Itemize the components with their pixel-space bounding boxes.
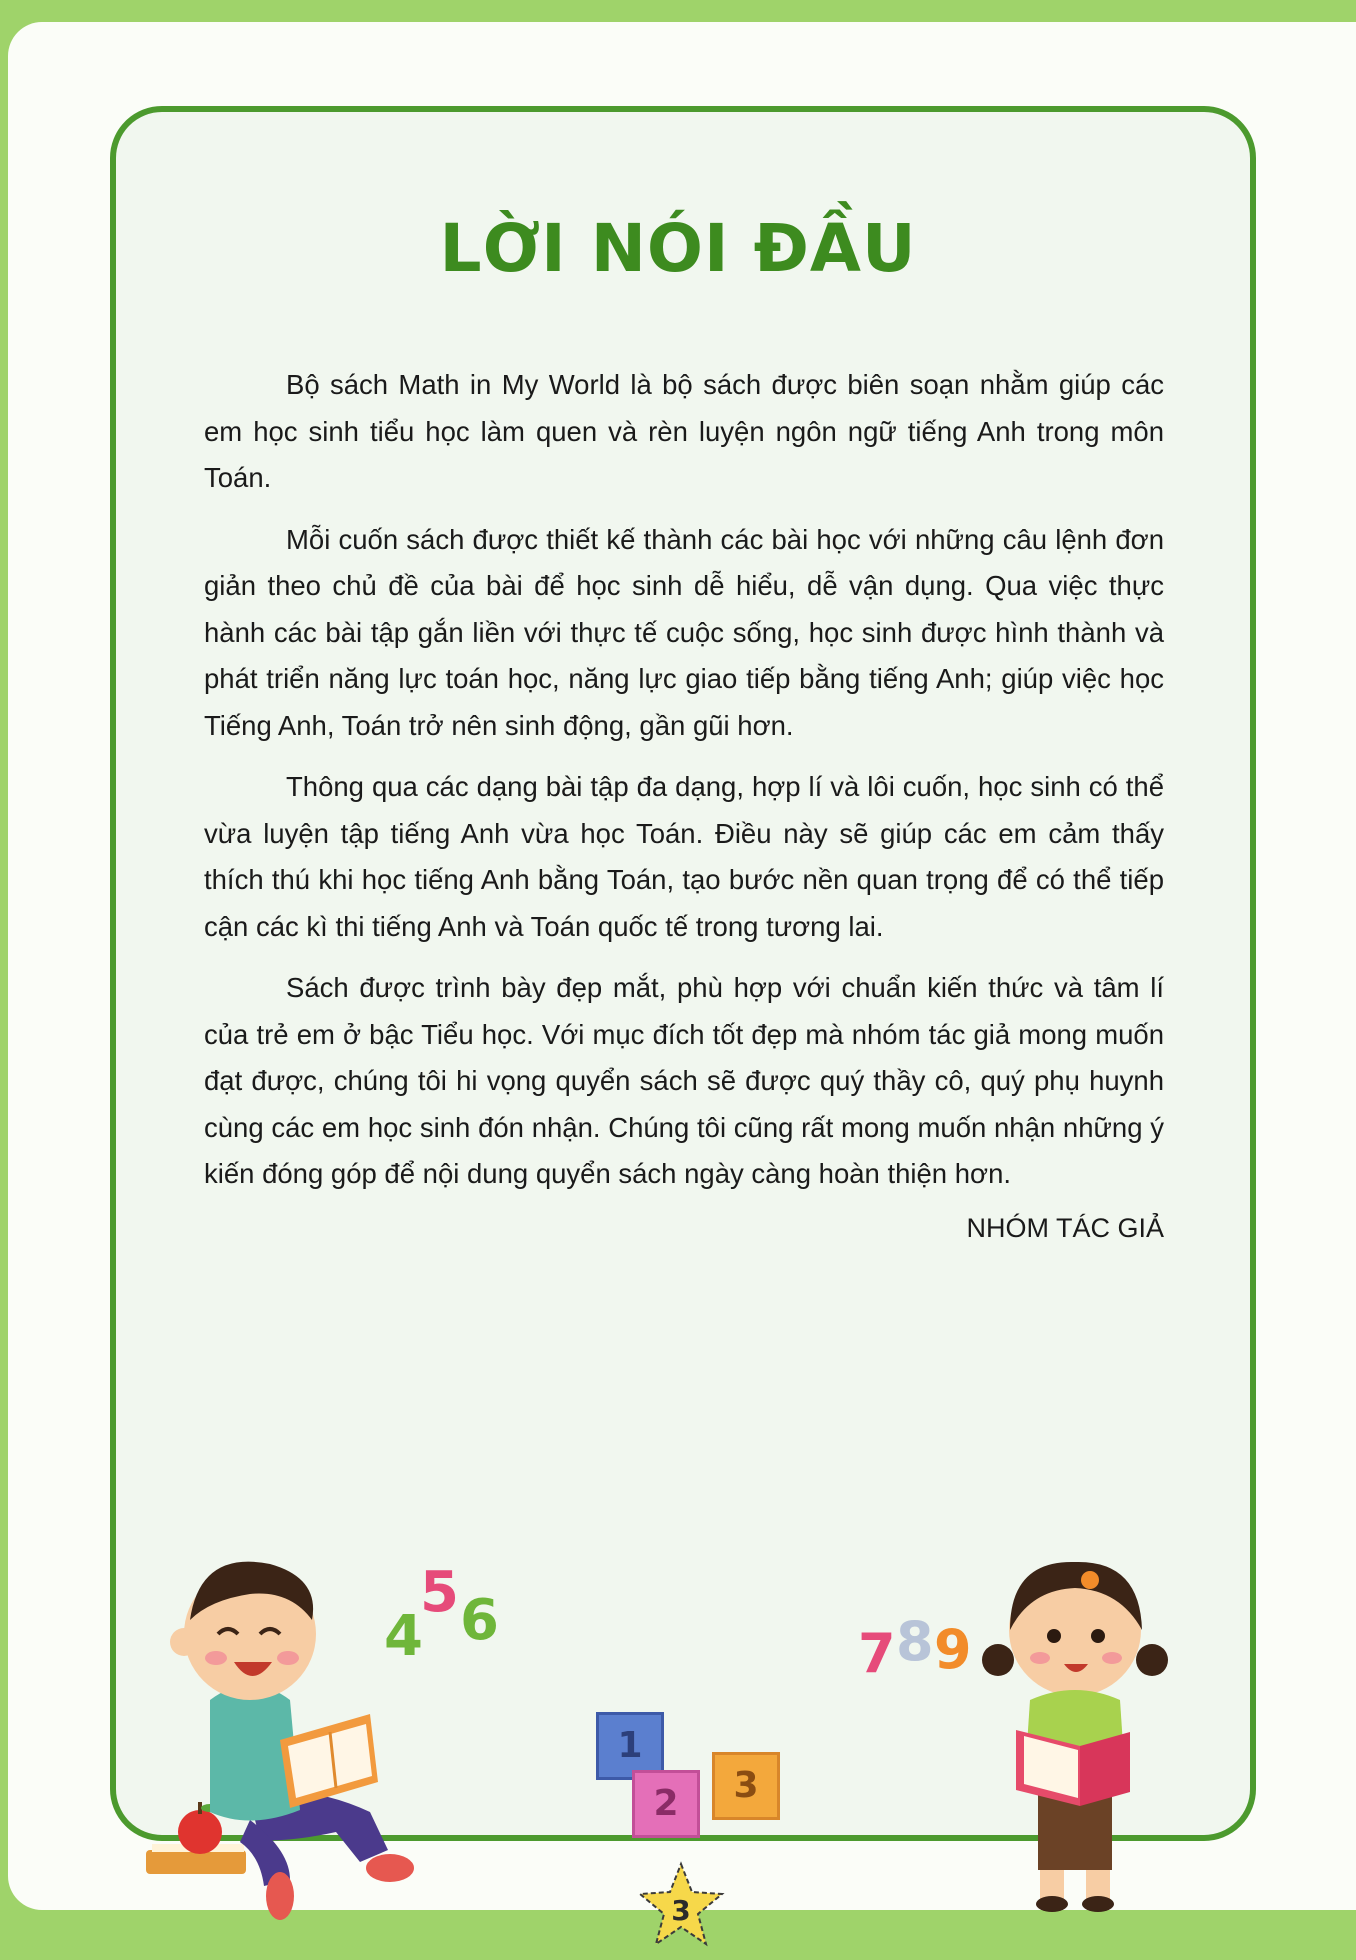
block-3: 3 xyxy=(712,1752,780,1820)
number-5: 5 xyxy=(420,1560,459,1625)
girl-reading-illustration xyxy=(980,1540,1180,1920)
number-8: 8 xyxy=(896,1610,934,1673)
page-title: LỜI NÓI ĐẦU xyxy=(439,210,917,287)
numbers-789 xyxy=(858,1610,998,1690)
number-9: 9 xyxy=(934,1618,972,1681)
number-6: 6 xyxy=(460,1588,499,1653)
signature: NHÓM TÁC GIẢ xyxy=(966,1212,1164,1243)
numbers-456 xyxy=(370,1560,520,1680)
paragraph-2: Mỗi cuốn sách được thiết kế thành các bài học với những câu lệnh đơn giản theo chủ đề của bài để học sinh dễ hiểu, dễ vận dụng. Qua việc thực hành các bài tập gắn liền với thực tế cuộc sống, học sinh được hình thành và phát triển năng lực toán học, năng lực giao tiếp bằng tiếng Anh; giúp việc học Tiếng Anh, Toán trở nên sinh động, gần gũi hơn. xyxy=(204,523,1164,741)
number-4: 4 xyxy=(384,1604,423,1669)
block-2: 2 xyxy=(632,1770,700,1838)
page-number: 3 xyxy=(671,1894,691,1927)
paragraph-1: Bộ sách Math in My World là bộ sách được biên soạn nhằm giúp các em học sinh tiểu học làm quen và rèn luyện ngôn ngữ tiếng Anh trong môn Toán. xyxy=(204,369,1164,493)
page-number-star xyxy=(636,1860,726,1950)
block-1: 1 xyxy=(596,1712,664,1780)
paragraph-3: Thông qua các dạng bài tập đa dạng, hợp lí và lôi cuốn, học sinh có thể vừa luyện tập tiếng Anh vừa học Toán. Điều này sẽ giúp các em cảm thấy thích thú khi học tiếng Anh bằng Toán, tạo bước nền quan trọng để có thể tiếp cận các kì thi tiếng Anh và Toán quốc tế trong tương lai. xyxy=(204,771,1164,942)
number-7: 7 xyxy=(858,1622,896,1685)
preface-body xyxy=(204,362,1164,1251)
number-blocks xyxy=(596,1712,796,1842)
paragraph-4: Sách được trình bày đẹp mắt, phù hợp với chuẩn kiến thức và tâm lí của trẻ em ở bậc Tiểu học. Với mục đích tốt đẹp mà nhóm tác giả mong muốn đạt được, chúng tôi hi vọng quyển sách sẽ được quý thầy cô, quý phụ huynh cùng các em học sinh đón nhận. Chúng tôi cũng rất mong muốn nhận những ý kiến đóng góp để nội dung quyển sách ngày càng hoàn thiện hơn. xyxy=(204,972,1164,1189)
